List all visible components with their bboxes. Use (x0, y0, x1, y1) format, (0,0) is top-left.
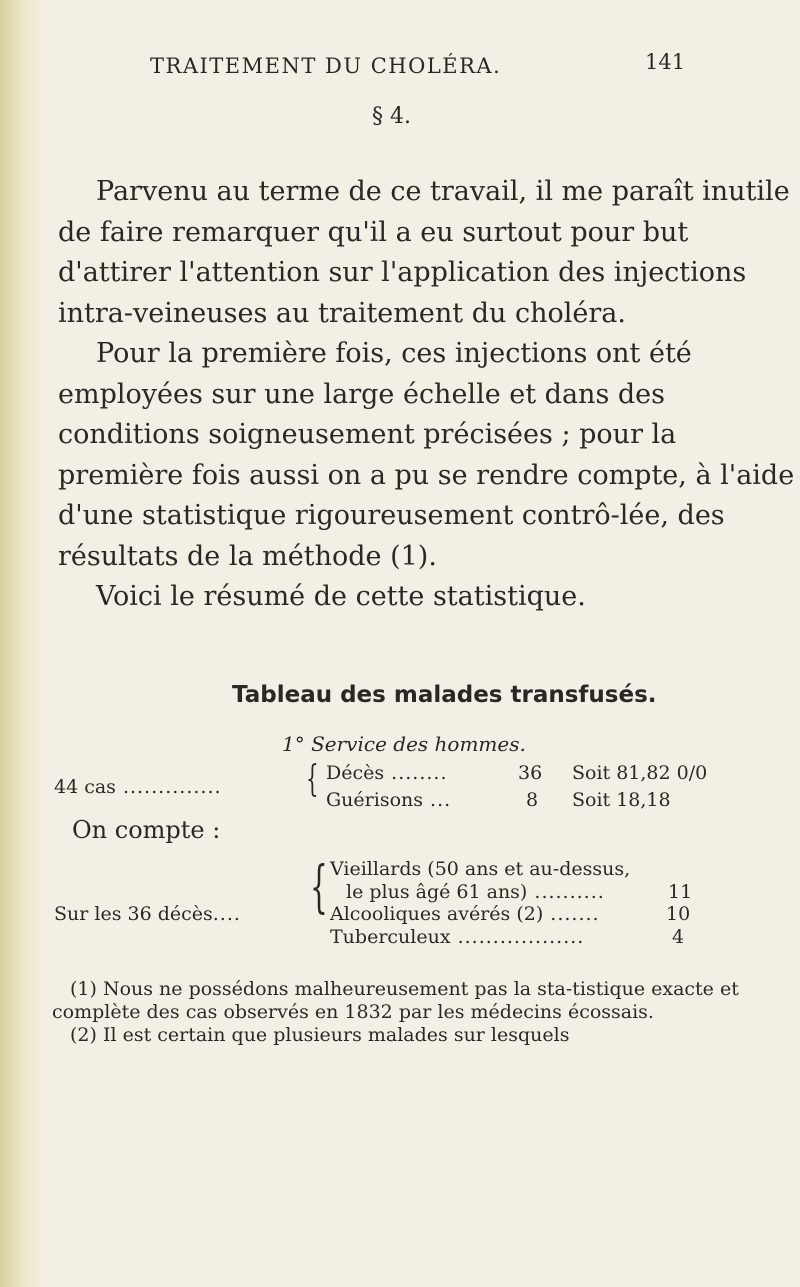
leader-dots: .......... (527, 881, 605, 903)
body-text (58, 172, 798, 618)
breakdown-row (330, 903, 600, 925)
breakdown-row (330, 926, 584, 948)
deaths-row (54, 903, 241, 925)
leader-dots: .................. (450, 926, 585, 948)
running-title: TRAITEMENT DU CHOLÉRA. (150, 54, 502, 78)
leader-dots: ........ (384, 762, 448, 784)
breakdown-label: Tuberculeux (330, 926, 451, 948)
total-cases-label: 44 cas (54, 776, 116, 798)
breakdown-label: Vieillards (50 ans et au-dessus, (330, 858, 631, 880)
section-heading: § 4. (372, 104, 411, 129)
outcome-row (326, 789, 451, 811)
outcome-count: 8 (526, 789, 539, 811)
breakdown-label: le plus âgé 61 ans) (346, 881, 528, 903)
deaths-label: Sur les 36 décès (54, 903, 213, 925)
breakdown-count: 11 (668, 881, 693, 903)
outcome-percent: Soit 81,82 0/0 (572, 762, 708, 784)
brace: { (310, 855, 328, 920)
brace: { (306, 759, 319, 800)
page-number: 141 (645, 50, 686, 74)
total-cases-row (54, 776, 222, 798)
breakdown-label: Alcooliques avérés (2) (330, 903, 544, 925)
table-subtitle: 1° Service des hommes. (282, 732, 526, 756)
breakdown-row (346, 881, 605, 903)
table-title: Tableau des malades transfusés. (232, 682, 657, 708)
outcome-label: Décès (326, 762, 385, 784)
leader-dots: .............. (115, 776, 222, 798)
breakdown-count: 10 (666, 903, 691, 925)
breakdown-count: 4 (672, 926, 685, 948)
leader-dots: ... (423, 789, 452, 811)
paragraph-3: Voici le résumé de cette statistique. (96, 581, 586, 612)
outcome-percent: Soit 18,18 (572, 789, 671, 811)
paragraph-1: Parvenu au terme de ce travail, il me paraît inutile de faire remarquer qu'il a eu surtout pour but d'attirer l'attention sur l'application des injections intra-veineuses au traitement du choléra. (58, 176, 790, 329)
on-compte-label: On compte : (72, 816, 221, 844)
outcome-count: 36 (518, 762, 543, 784)
footnote-1: (1) Nous ne possédons malheureusement pas la sta-tistique exacte et complète des cas observés en 1832 par les médecins écossais. (52, 978, 739, 1023)
paragraph-2: Pour la première fois, ces injections ont été employées sur une large échelle et dans des conditions soigneusement précisées ; pour la première fois aussi on a pu se rendre compte, à l'aide d'une statistique rigoureusement contrô-lée, des résultats de la méthode (1). (58, 338, 795, 572)
footnote-2: (2) Il est certain que plusieurs malades sur lesquels (70, 1024, 570, 1046)
footnotes (52, 978, 794, 1047)
outcome-label: Guérisons (326, 789, 423, 811)
leader-dots: ....... (543, 903, 600, 925)
leader-dots: .... (212, 903, 241, 925)
outcome-row (326, 762, 447, 784)
